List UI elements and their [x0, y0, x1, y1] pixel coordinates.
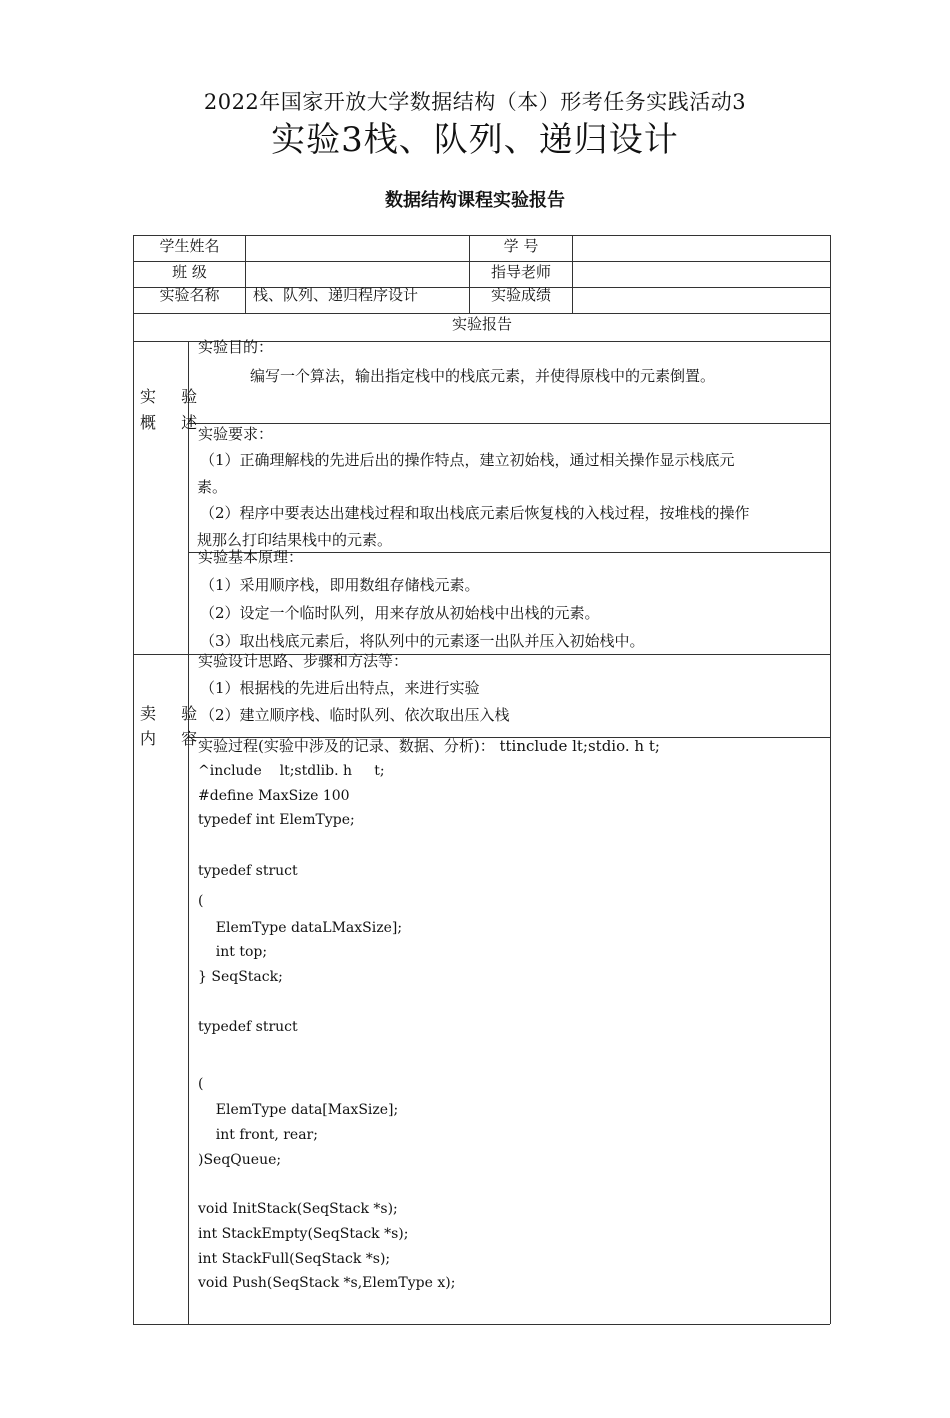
score-label: 实验成绩 — [490, 286, 551, 304]
design-2: （2）建立顺序栈、临时队列、依次取出压入栈 — [200, 706, 510, 724]
overview-label-line2: 概 述 — [140, 413, 208, 432]
requirement-1: （1）正确理解栈的先进后出的操作特点，建立初始栈，通过相关操作显示栈底元 — [200, 451, 735, 469]
table-rule — [133, 1324, 830, 1325]
code-line: #define MaxSize 100 — [198, 788, 350, 804]
report-header: 实验报告 — [451, 315, 512, 333]
exp-name-value: 栈、队列、递归程序设计 — [253, 286, 419, 304]
code-line: } SeqStack; — [198, 969, 283, 985]
code-line: typedef struct — [198, 863, 298, 879]
code-line: ^include lt;stdlib. h t; — [198, 763, 385, 779]
table-rule — [830, 235, 831, 1324]
requirement-2: （2）程序中要表达出建栈过程和取出栈底元素后恢复栈的入栈过程，按堆栈的操作 — [200, 504, 750, 522]
code-line: int top; — [198, 944, 268, 960]
table-rule — [188, 423, 830, 424]
code-line: ( — [198, 1076, 204, 1092]
code-line: typedef struct — [198, 1019, 298, 1035]
design-1: （1）根据栈的先进后出特点，来进行实验 — [200, 679, 480, 697]
requirements-title: 实验要求： — [198, 425, 274, 443]
code-line: ElemType dataLMaxSize]; — [198, 920, 403, 936]
code-line: ElemType data[MaxSize]; — [198, 1102, 399, 1118]
code-line: int front, rear; — [198, 1127, 318, 1143]
content-label-line2: 内 容 — [140, 729, 208, 748]
doc-title-line1: 2022年国家开放大学数据结构（本）形考任务实践活动3 — [203, 90, 747, 114]
code-line: int StackFull(SeqStack *s); — [198, 1251, 391, 1267]
table-rule — [245, 235, 246, 313]
principle-2: （2）设定一个临时队列，用来存放从初始栈中出栈的元素。 — [200, 604, 600, 622]
doc-title-line2: 实验3栈、队列、递归设计 — [271, 120, 679, 160]
design-title: 实验设计思路、步骤和方法等： — [198, 652, 409, 670]
student-name-label: 学生姓名 — [159, 237, 220, 255]
code-line: void InitStack(SeqStack *s); — [198, 1201, 398, 1217]
requirement-2-cont: 规那么打印结果栈中的元素。 — [197, 531, 393, 549]
code-line: ( — [198, 893, 204, 909]
student-id-label: 学 号 — [503, 237, 539, 255]
purpose-title: 实验目的： — [198, 338, 274, 356]
code-line: typedef int ElemType; — [198, 812, 355, 828]
purpose-text: 编写一个算法，输出指定栈中的栈底元素，并使得原栈中的元素倒置。 — [250, 367, 716, 385]
code-line: int StackEmpty(SeqStack *s); — [198, 1226, 409, 1242]
code-line: )SeqQueue; — [198, 1152, 282, 1168]
principle-title: 实验基本原理： — [198, 548, 304, 566]
class-label: 班 级 — [172, 263, 207, 281]
report-subtitle: 数据结构课程实验报告 — [385, 190, 565, 211]
requirement-1-cont: 素。 — [197, 478, 228, 496]
teacher-label: 指导老师 — [490, 263, 551, 281]
principle-3: （3）取出栈底元素后，将队列中的元素逐一出队并压入初始栈中。 — [200, 632, 645, 650]
content-label-line1: 卖 验 — [140, 704, 208, 723]
table-rule — [133, 235, 134, 1324]
table-rule — [188, 341, 189, 1324]
table-rule — [572, 235, 573, 313]
principle-1: （1）采用顺序栈，即用数组存储栈元素。 — [200, 576, 480, 594]
overview-label-line1: 实 验 — [140, 387, 208, 406]
exp-name-label: 实验名称 — [159, 286, 220, 304]
process-title: 实验过程(实验中涉及的记录、数据、分析)： ttinclude lt;stdio. h t; — [198, 737, 660, 755]
code-line: void Push(SeqStack *s,ElemType x); — [198, 1275, 456, 1291]
